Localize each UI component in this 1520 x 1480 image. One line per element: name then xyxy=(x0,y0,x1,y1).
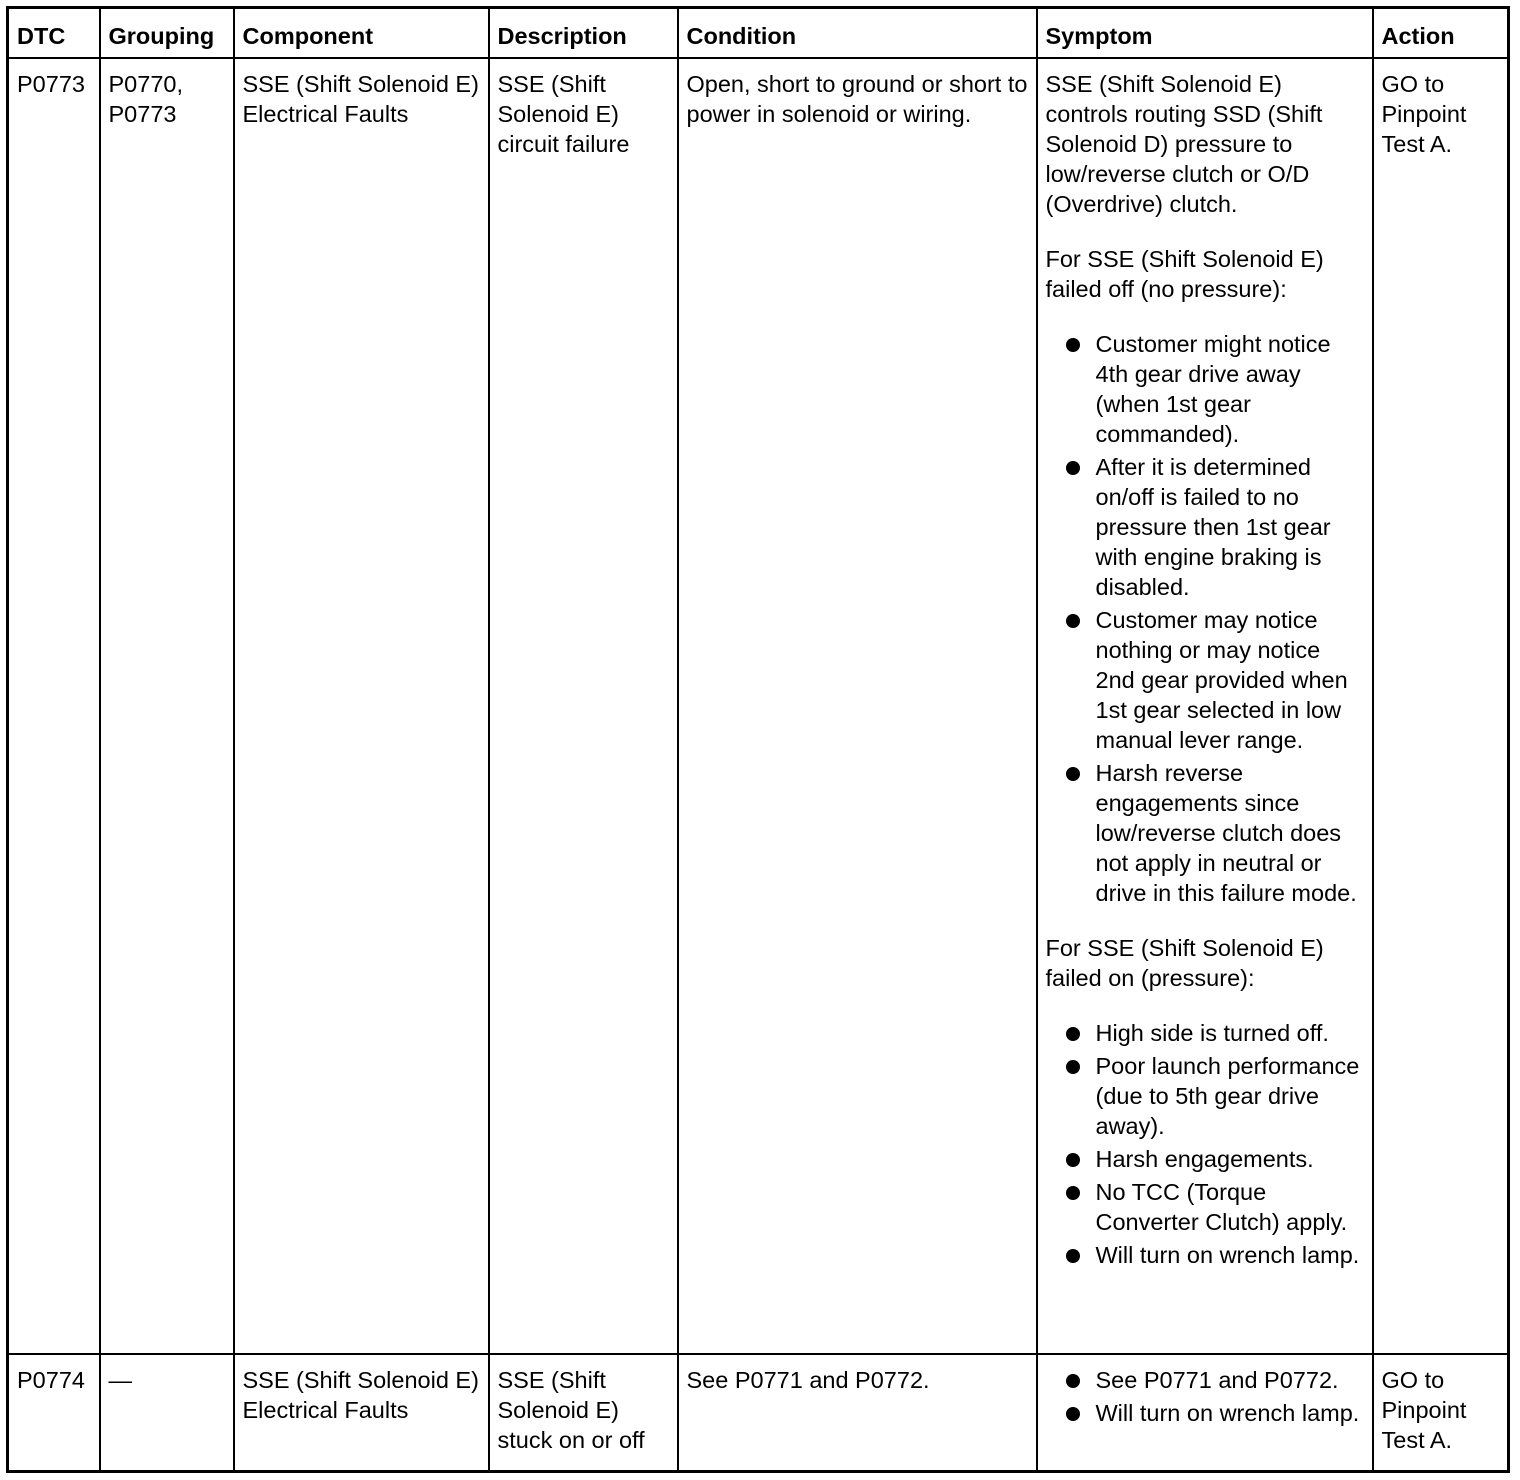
symptom-on-heading: For SSE (Shift Solenoid E) failed on (pressure): xyxy=(1045,935,1324,991)
bullet-icon xyxy=(1066,338,1080,352)
list-item: Poor launch performance (due to 5th gear drive away). xyxy=(1046,1051,1364,1141)
list-item: See P0771 and P0772. xyxy=(1046,1365,1364,1395)
list-item: Customer may notice nothing or may notice 2nd gear provided when 1st gear selected in low manual lever range. xyxy=(1046,605,1364,755)
cell-symptom xyxy=(1037,58,1373,1354)
cell-grouping: P0770, P0773 xyxy=(100,58,234,1354)
header-condition: Condition xyxy=(678,8,1037,59)
cell-action: GO to Pinpoint Test A. xyxy=(1373,1354,1509,1471)
list-item: High side is turned off. xyxy=(1046,1018,1364,1048)
table-row xyxy=(8,1354,1509,1471)
cell-description: SSE (Shift Solenoid E) stuck on or off xyxy=(489,1354,678,1471)
dtc-table xyxy=(6,6,1510,1473)
bullet-icon xyxy=(1066,1027,1080,1041)
cell-description: SSE (Shift Solenoid E) circuit failure xyxy=(489,58,678,1354)
cell-dtc: P0774 xyxy=(8,1354,100,1471)
bullet-icon xyxy=(1066,1060,1080,1074)
list-item: Harsh engagements. xyxy=(1046,1144,1364,1174)
list-item: Will turn on wrench lamp. xyxy=(1046,1240,1364,1270)
header-component: Component xyxy=(234,8,489,59)
header-description: Description xyxy=(489,8,678,59)
bullet-icon xyxy=(1066,767,1080,781)
symptom-list xyxy=(1046,1365,1364,1428)
cell-symptom xyxy=(1037,1354,1373,1471)
list-item: Customer might notice 4th gear drive away (when 1st gear commanded). xyxy=(1046,329,1364,449)
header-dtc: DTC xyxy=(8,8,100,59)
header-symptom: Symptom xyxy=(1037,8,1373,59)
bullet-icon xyxy=(1066,1407,1080,1421)
bullet-icon xyxy=(1066,614,1080,628)
list-item: Harsh reverse engagements since low/reverse clutch does not apply in neutral or drive in this failure mode. xyxy=(1046,758,1364,908)
cell-condition: Open, short to ground or short to power in solenoid or wiring. xyxy=(678,58,1037,1354)
cell-action: GO to Pinpoint Test A. xyxy=(1373,58,1509,1354)
symptom-intro: SSE (Shift Solenoid E) controls routing SSD (Shift Solenoid D) pressure to low/reverse clutch or O/D (Overdrive) clutch. xyxy=(1045,71,1323,217)
bullet-icon xyxy=(1066,1186,1080,1200)
cell-grouping: — xyxy=(100,1354,234,1471)
header-action: Action xyxy=(1373,8,1509,59)
header-row xyxy=(8,8,1509,59)
cell-dtc: P0773 xyxy=(8,58,100,1354)
bullet-icon xyxy=(1066,1374,1080,1388)
symptom-on-list xyxy=(1046,1018,1364,1270)
list-item: No TCC (Torque Converter Clutch) apply. xyxy=(1046,1177,1364,1237)
list-item: After it is determined on/off is failed to no pressure then 1st gear with engine braking is disabled. xyxy=(1046,452,1364,602)
symptom-off-heading: For SSE (Shift Solenoid E) failed off (no pressure): xyxy=(1045,246,1324,302)
header-grouping: Grouping xyxy=(100,8,234,59)
bullet-icon xyxy=(1066,461,1080,475)
list-item: Will turn on wrench lamp. xyxy=(1046,1398,1364,1428)
cell-component: SSE (Shift Solenoid E) Electrical Faults xyxy=(234,1354,489,1471)
bullet-icon xyxy=(1066,1249,1080,1263)
symptom-off-list xyxy=(1046,329,1364,908)
bullet-icon xyxy=(1066,1153,1080,1167)
table-row xyxy=(8,58,1509,1354)
cell-condition: See P0771 and P0772. xyxy=(678,1354,1037,1471)
cell-component: SSE (Shift Solenoid E) Electrical Faults xyxy=(234,58,489,1354)
